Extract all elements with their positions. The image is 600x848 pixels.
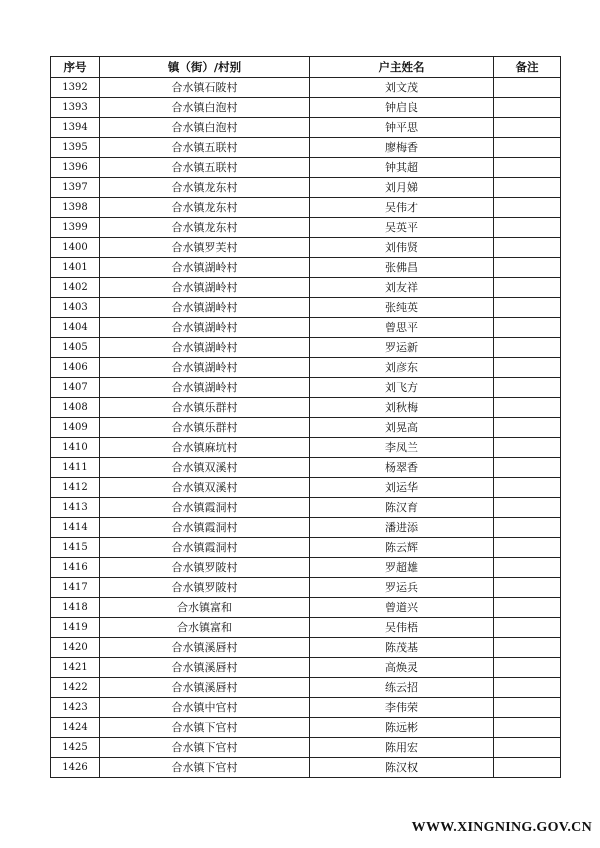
village-cell: 合水镇双溪村 xyxy=(100,478,310,498)
table-row xyxy=(51,438,561,458)
serial-cell: 1406 xyxy=(51,358,100,378)
village-cell: 合水镇麻坑村 xyxy=(100,438,310,458)
householder-cell: 张佛昌 xyxy=(310,258,494,278)
remarks-cell xyxy=(494,638,561,658)
householder-cell: 钟平思 xyxy=(310,118,494,138)
householder-cell: 刘飞方 xyxy=(310,378,494,398)
village-cell: 合水镇下官村 xyxy=(100,758,310,778)
village-cell: 合水镇五联村 xyxy=(100,158,310,178)
village-cell: 合水镇富和 xyxy=(100,618,310,638)
serial-cell: 1395 xyxy=(51,138,100,158)
serial-cell: 1398 xyxy=(51,198,100,218)
serial-cell: 1421 xyxy=(51,658,100,678)
remarks-cell xyxy=(494,598,561,618)
householder-cell: 钟启良 xyxy=(310,98,494,118)
header-village: 镇（街）/村别 xyxy=(100,57,310,78)
table-row xyxy=(51,418,561,438)
table-body xyxy=(51,78,561,778)
table-row xyxy=(51,658,561,678)
householder-cell: 刘文茂 xyxy=(310,78,494,98)
table-row xyxy=(51,278,561,298)
remarks-cell xyxy=(494,278,561,298)
remarks-cell xyxy=(494,378,561,398)
householder-cell: 杨翠香 xyxy=(310,458,494,478)
table-row xyxy=(51,198,561,218)
table-row xyxy=(51,398,561,418)
village-cell: 合水镇罗陂村 xyxy=(100,558,310,578)
village-cell: 合水镇石陂村 xyxy=(100,78,310,98)
village-cell: 合水镇龙东村 xyxy=(100,198,310,218)
header-remarks: 备注 xyxy=(494,57,561,78)
remarks-cell xyxy=(494,758,561,778)
householder-cell: 高焕灵 xyxy=(310,658,494,678)
village-cell: 合水镇湖岭村 xyxy=(100,258,310,278)
remarks-cell xyxy=(494,198,561,218)
serial-cell: 1424 xyxy=(51,718,100,738)
remarks-cell xyxy=(494,478,561,498)
village-cell: 合水镇龙东村 xyxy=(100,178,310,198)
householder-cell: 潘进添 xyxy=(310,518,494,538)
householder-cell: 吴英平 xyxy=(310,218,494,238)
householder-cell: 刘友祥 xyxy=(310,278,494,298)
header-row xyxy=(51,57,561,78)
serial-cell: 1397 xyxy=(51,178,100,198)
remarks-cell xyxy=(494,318,561,338)
serial-cell: 1415 xyxy=(51,538,100,558)
remarks-cell xyxy=(494,338,561,358)
village-cell: 合水镇下官村 xyxy=(100,718,310,738)
householder-cell: 吴伟梧 xyxy=(310,618,494,638)
householder-cell: 吴伟才 xyxy=(310,198,494,218)
serial-cell: 1418 xyxy=(51,598,100,618)
village-cell: 合水镇湖岭村 xyxy=(100,278,310,298)
table-row xyxy=(51,678,561,698)
serial-cell: 1400 xyxy=(51,238,100,258)
serial-cell: 1405 xyxy=(51,338,100,358)
serial-cell: 1399 xyxy=(51,218,100,238)
serial-cell: 1408 xyxy=(51,398,100,418)
village-cell: 合水镇乐群村 xyxy=(100,398,310,418)
table-row xyxy=(51,98,561,118)
householder-cell: 张纯英 xyxy=(310,298,494,318)
remarks-cell xyxy=(494,438,561,458)
householder-cell: 陈远彬 xyxy=(310,718,494,738)
householder-cell: 陈汉权 xyxy=(310,758,494,778)
remarks-cell xyxy=(494,658,561,678)
householder-cell: 刘秋梅 xyxy=(310,398,494,418)
serial-cell: 1394 xyxy=(51,118,100,138)
serial-cell: 1423 xyxy=(51,698,100,718)
village-cell: 合水镇富和 xyxy=(100,598,310,618)
remarks-cell xyxy=(494,578,561,598)
village-cell: 合水镇乐群村 xyxy=(100,418,310,438)
householder-cell: 曾道兴 xyxy=(310,598,494,618)
remarks-cell xyxy=(494,218,561,238)
remarks-cell xyxy=(494,298,561,318)
table-row xyxy=(51,258,561,278)
remarks-cell xyxy=(494,118,561,138)
householder-cell: 陈用宏 xyxy=(310,738,494,758)
remarks-cell xyxy=(494,458,561,478)
table-row xyxy=(51,618,561,638)
village-cell: 合水镇白泡村 xyxy=(100,118,310,138)
serial-cell: 1401 xyxy=(51,258,100,278)
householder-cell: 陈汉育 xyxy=(310,498,494,518)
serial-cell: 1396 xyxy=(51,158,100,178)
householder-cell: 刘晃高 xyxy=(310,418,494,438)
householder-cell: 钟其超 xyxy=(310,158,494,178)
serial-cell: 1426 xyxy=(51,758,100,778)
householder-cell: 练云招 xyxy=(310,678,494,698)
table-row xyxy=(51,298,561,318)
village-cell: 合水镇湖岭村 xyxy=(100,318,310,338)
serial-cell: 1420 xyxy=(51,638,100,658)
table-row xyxy=(51,738,561,758)
site-url: WWW.XINGNING.GOV.CN xyxy=(411,820,592,835)
village-cell: 合水镇五联村 xyxy=(100,138,310,158)
householder-cell: 罗超雄 xyxy=(310,558,494,578)
householder-cell: 罗运新 xyxy=(310,338,494,358)
table-row xyxy=(51,238,561,258)
remarks-cell xyxy=(494,418,561,438)
village-cell: 合水镇罗陂村 xyxy=(100,578,310,598)
serial-cell: 1413 xyxy=(51,498,100,518)
remarks-cell xyxy=(494,718,561,738)
table-row xyxy=(51,638,561,658)
roster-table xyxy=(50,56,561,778)
remarks-cell xyxy=(494,618,561,638)
village-cell: 合水镇湖岭村 xyxy=(100,358,310,378)
remarks-cell xyxy=(494,258,561,278)
table-row xyxy=(51,698,561,718)
table-row xyxy=(51,138,561,158)
householder-cell: 刘彦东 xyxy=(310,358,494,378)
remarks-cell xyxy=(494,738,561,758)
remarks-cell xyxy=(494,398,561,418)
householder-cell: 李伟荣 xyxy=(310,698,494,718)
table-row xyxy=(51,538,561,558)
table-row xyxy=(51,318,561,338)
remarks-cell xyxy=(494,518,561,538)
table-row xyxy=(51,178,561,198)
remarks-cell xyxy=(494,178,561,198)
village-cell: 合水镇双溪村 xyxy=(100,458,310,478)
householder-cell: 李凤兰 xyxy=(310,438,494,458)
village-cell: 合水镇溪唇村 xyxy=(100,658,310,678)
table-row xyxy=(51,378,561,398)
village-cell: 合水镇湖岭村 xyxy=(100,338,310,358)
serial-cell: 1422 xyxy=(51,678,100,698)
householder-cell: 曾思平 xyxy=(310,318,494,338)
village-cell: 合水镇罗芙村 xyxy=(100,238,310,258)
table-row xyxy=(51,518,561,538)
serial-cell: 1411 xyxy=(51,458,100,478)
table-row xyxy=(51,578,561,598)
remarks-cell xyxy=(494,78,561,98)
serial-cell: 1417 xyxy=(51,578,100,598)
village-cell: 合水镇霞洞村 xyxy=(100,498,310,518)
village-cell: 合水镇霞洞村 xyxy=(100,538,310,558)
village-cell: 合水镇中官村 xyxy=(100,698,310,718)
table-row xyxy=(51,558,561,578)
remarks-cell xyxy=(494,158,561,178)
serial-cell: 1419 xyxy=(51,618,100,638)
village-cell: 合水镇霞洞村 xyxy=(100,518,310,538)
serial-cell: 1425 xyxy=(51,738,100,758)
remarks-cell xyxy=(494,358,561,378)
serial-cell: 1416 xyxy=(51,558,100,578)
remarks-cell xyxy=(494,498,561,518)
table-row xyxy=(51,338,561,358)
serial-cell: 1412 xyxy=(51,478,100,498)
serial-cell: 1410 xyxy=(51,438,100,458)
table-row xyxy=(51,358,561,378)
serial-cell: 1404 xyxy=(51,318,100,338)
remarks-cell xyxy=(494,138,561,158)
householder-cell: 陈云辉 xyxy=(310,538,494,558)
table-row xyxy=(51,158,561,178)
serial-cell: 1402 xyxy=(51,278,100,298)
remarks-cell xyxy=(494,538,561,558)
remarks-cell xyxy=(494,698,561,718)
householder-cell: 罗运兵 xyxy=(310,578,494,598)
table-row xyxy=(51,718,561,738)
village-cell: 合水镇龙东村 xyxy=(100,218,310,238)
table-row xyxy=(51,118,561,138)
householder-cell: 廖梅香 xyxy=(310,138,494,158)
table-row xyxy=(51,598,561,618)
remarks-cell xyxy=(494,238,561,258)
remarks-cell xyxy=(494,558,561,578)
serial-cell: 1409 xyxy=(51,418,100,438)
village-cell: 合水镇湖岭村 xyxy=(100,298,310,318)
table-row xyxy=(51,78,561,98)
village-cell: 合水镇下官村 xyxy=(100,738,310,758)
village-cell: 合水镇溪唇村 xyxy=(100,638,310,658)
householder-cell: 刘伟贤 xyxy=(310,238,494,258)
remarks-cell xyxy=(494,678,561,698)
householder-cell: 刘运华 xyxy=(310,478,494,498)
table-row xyxy=(51,478,561,498)
serial-cell: 1392 xyxy=(51,78,100,98)
header-serial: 序号 xyxy=(51,57,100,78)
householder-cell: 陈茂基 xyxy=(310,638,494,658)
serial-cell: 1403 xyxy=(51,298,100,318)
village-cell: 合水镇白泡村 xyxy=(100,98,310,118)
remarks-cell xyxy=(494,98,561,118)
village-cell: 合水镇溪唇村 xyxy=(100,678,310,698)
table-row xyxy=(51,758,561,778)
serial-cell: 1407 xyxy=(51,378,100,398)
header-householder: 户主姓名 xyxy=(310,57,494,78)
table-row xyxy=(51,458,561,478)
serial-cell: 1414 xyxy=(51,518,100,538)
village-cell: 合水镇湖岭村 xyxy=(100,378,310,398)
serial-cell: 1393 xyxy=(51,98,100,118)
table-row xyxy=(51,498,561,518)
table-row xyxy=(51,218,561,238)
householder-cell: 刘月娣 xyxy=(310,178,494,198)
